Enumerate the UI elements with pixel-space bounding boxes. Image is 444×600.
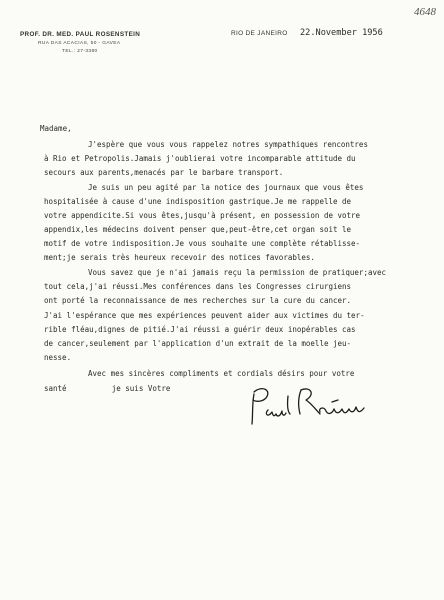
letterhead-name: PROF. DR. MED. PAUL ROSENSTEIN (20, 31, 141, 38)
body-line: appendix,les médecins doivent penser que,peut-être,cet organ soit le (44, 225, 352, 234)
body-line: J'espère que vous vous rappelez notres sympathiques rencontres (88, 140, 368, 149)
body-line: de cancer,seulement par l'application d'un extrait de la moelle jeu- (44, 339, 352, 348)
body-line: santé je suis Votre (44, 384, 171, 393)
body-line: votre appendicite.Si vous êtes,jusqu'à présent, en possession de votre (44, 211, 361, 220)
letterhead-address: RUA DAS ACACIAS, 50 - GAVEA (38, 41, 121, 46)
body-line: ment;je serais très heureux recevoir des notices favorables. (44, 253, 315, 262)
body-line: rible fléau,dignes de pitié.J'ai réussi a guérir deux inopérables cas (44, 325, 356, 334)
body-line: Avec mes sincères compliments et cordials désirs pour votre (88, 369, 355, 378)
salutation: Madame, (40, 124, 72, 133)
body-line: motif de votre indisposition.Je vous souhaite une complète rétablisse- (44, 239, 361, 248)
body-line: tout cela,j'ai réussi.Mes conférences dans les Congresses cirurgiens (44, 282, 352, 291)
body-line: secours aux parents,menacés par le barbare transport. (44, 168, 284, 177)
body-line: Je suis un peu agité par la notice des journaux que vous êtes (88, 183, 364, 192)
letter-date: 22.November 1956 (300, 28, 383, 38)
archive-number: 4648 (414, 6, 436, 18)
letterhead-phone: TEL.: 27-3380 (62, 49, 98, 54)
body-line: ont porté la reconnaissance de mes recherches sur la cure du cancer. (44, 296, 352, 305)
body-line: J'ai l'espérance que mes expériences peuvent aider aux victimes du ter- (44, 311, 365, 320)
body-line: à Rio et Petropolis.Jamais j'oublierai votre incomparable attitude du (44, 154, 356, 163)
letter-place: RIO DE JANEIRO (231, 30, 288, 37)
handwritten-signature (246, 380, 371, 428)
body-line: hospitalisée à cause d'une indisposition gastrique.Je me rappelle de (44, 197, 352, 206)
letterhead (20, 31, 170, 54)
body-line: Vous savez que je n'ai jamais reçu la permission de pratiquer;avec (88, 268, 387, 277)
body-line: nesse. (44, 353, 72, 362)
